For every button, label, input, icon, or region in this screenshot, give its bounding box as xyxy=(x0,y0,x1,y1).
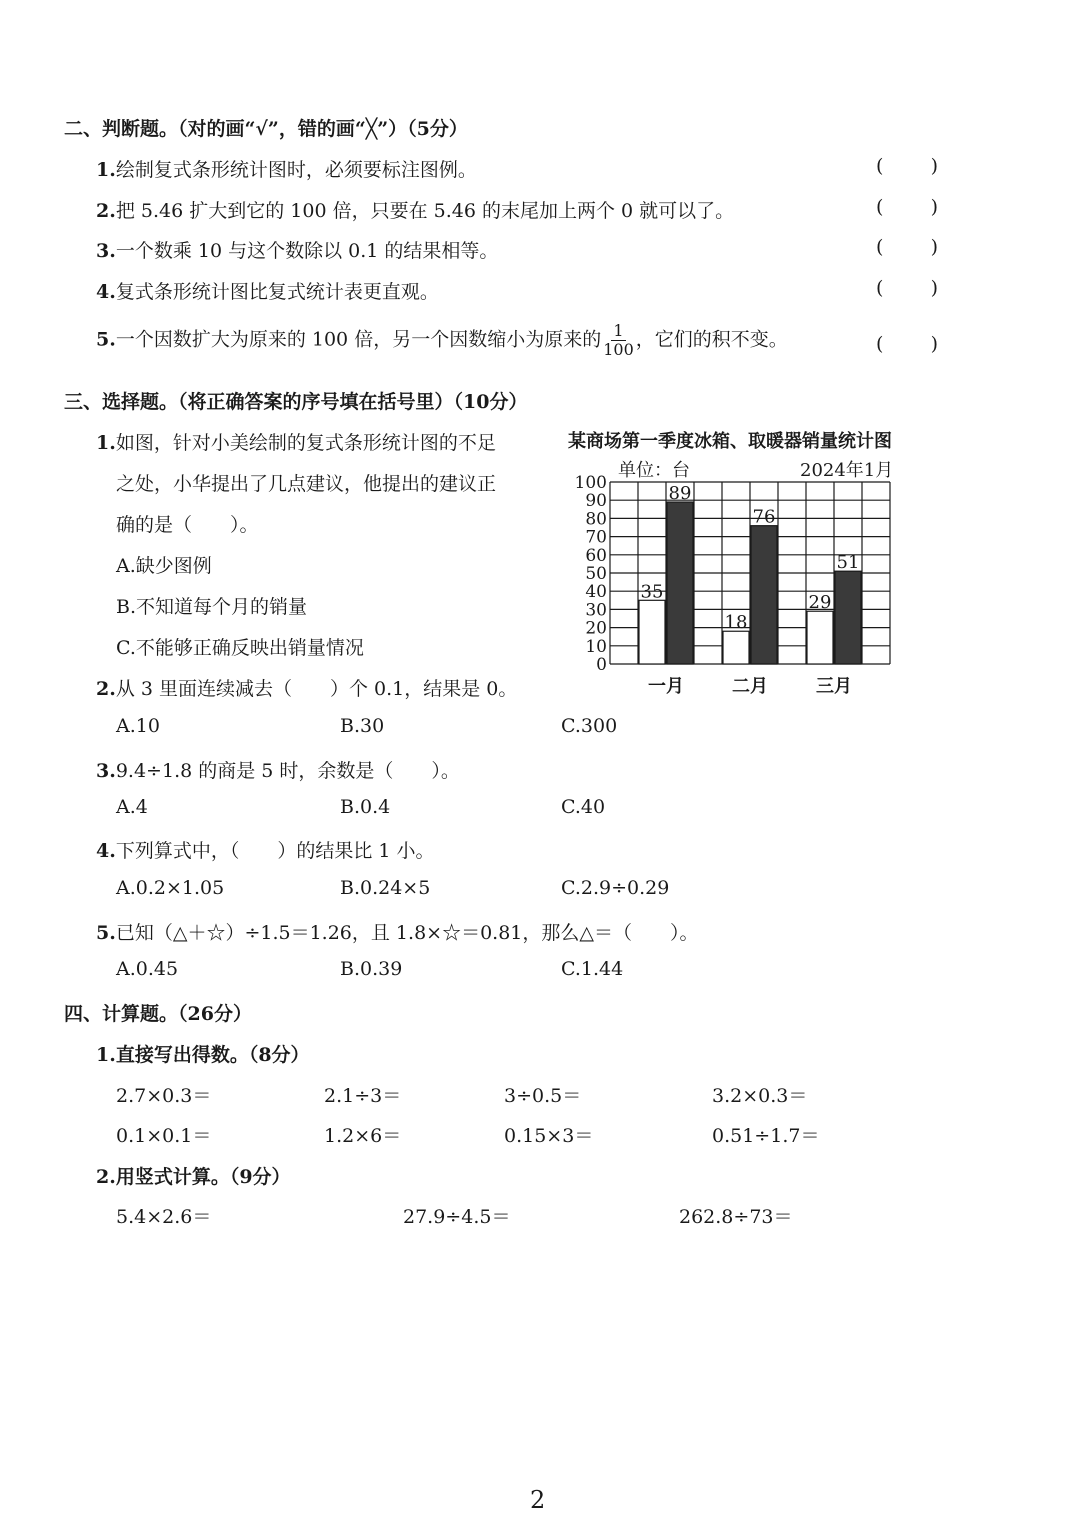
section3-title: 三、选择题。（将正确答案的序号填在括号里）（10分） xyxy=(64,391,528,413)
calc-item: 2.7×0.3＝ xyxy=(116,1085,212,1107)
q4-text: 下列算式中，（ ）的结果比 1 小。 xyxy=(115,840,435,862)
judge-item-3 xyxy=(96,236,498,263)
q1-text-line1: 如图，针对小美绘制的复式条形统计图的不足 xyxy=(115,432,496,454)
chart-unit-label: 单位：台 xyxy=(618,460,690,481)
answer-parens-5[interactable] xyxy=(876,333,938,355)
item-number: 2. xyxy=(96,200,116,222)
q5-option-a[interactable]: A.0.45 xyxy=(116,958,179,980)
judge-item-1 xyxy=(96,155,477,182)
q2-option-b[interactable]: B.30 xyxy=(340,715,385,737)
y-tick-label: 20 xyxy=(585,618,607,639)
item-number: 5. xyxy=(96,328,116,351)
bar-series-dark xyxy=(835,571,861,664)
bar-series-white xyxy=(723,631,749,664)
bar-value-label: 35 xyxy=(640,581,664,603)
bar-value-label: 89 xyxy=(668,483,692,505)
y-tick-label: 50 xyxy=(585,564,607,584)
item-text: 一个数乘 10 与这个数除以 0.1 的结果相等。 xyxy=(115,240,499,262)
calc-item: 1.2×6＝ xyxy=(324,1125,402,1147)
choice-q2 xyxy=(96,674,517,701)
calc-item: 0.15×3＝ xyxy=(504,1125,594,1147)
q2-text: 从 3 里面连续减去（ ）个 0.1，结果是 0。 xyxy=(115,678,518,700)
y-tick-label: 80 xyxy=(585,509,607,530)
paren-close: ) xyxy=(930,333,938,355)
choice-q3 xyxy=(96,756,460,783)
item-number: 2. xyxy=(96,678,116,700)
calc-item: 3÷0.5＝ xyxy=(504,1085,582,1107)
chart-title: 某商场第一季度冰箱、取暖器销量统计图 xyxy=(568,431,892,452)
section4-title: 四、计算题。（26分） xyxy=(64,1003,252,1025)
choice-q4 xyxy=(96,836,435,863)
fraction xyxy=(603,322,634,359)
calc-sub2-title: 2.用竖式计算。（9分） xyxy=(96,1166,291,1188)
calc-sub1-title: 1.直接写出得数。（8分） xyxy=(96,1044,310,1066)
q1-option-b[interactable]: B.不知道每个月的销量 xyxy=(116,596,308,618)
q2-option-c[interactable]: C.300 xyxy=(561,715,618,737)
judge-item-2 xyxy=(96,196,734,223)
q3-option-a[interactable]: A.4 xyxy=(116,796,148,818)
item-number: 1. xyxy=(96,159,116,181)
bar-series-white xyxy=(639,600,665,664)
section2-title: 二、判断题。（对的画“√”，错的画“╳”）（5分） xyxy=(64,118,468,140)
q2-option-a[interactable]: A.10 xyxy=(116,715,160,737)
bar-series-white xyxy=(807,611,833,664)
paren-close: ) xyxy=(930,155,938,177)
vertical-calc-item: 262.8÷73＝ xyxy=(679,1206,793,1228)
y-tick-label: 70 xyxy=(585,527,607,548)
answer-parens-2[interactable] xyxy=(876,196,938,218)
y-tick-label: 0 xyxy=(596,655,607,675)
y-tick-label: 40 xyxy=(585,582,607,603)
x-category-label: 一月 xyxy=(648,676,684,697)
item-number: 5. xyxy=(96,922,116,944)
y-tick-label: 30 xyxy=(585,600,607,621)
bar-chart xyxy=(560,470,910,700)
calc-item: 0.51÷1.7＝ xyxy=(712,1125,820,1147)
vertical-calc-item: 5.4×2.6＝ xyxy=(116,1206,212,1228)
answer-parens-3[interactable] xyxy=(876,236,938,258)
vertical-calc-item: 27.9÷4.5＝ xyxy=(403,1206,511,1228)
choice-q5 xyxy=(96,918,699,945)
paren-close: ) xyxy=(930,236,938,258)
bar-value-label: 18 xyxy=(724,612,748,634)
q4-option-b[interactable]: B.0.24×5 xyxy=(340,877,431,899)
q1-option-a[interactable]: A.缺少图例 xyxy=(116,555,212,577)
calc-item: 3.2×0.3＝ xyxy=(712,1085,808,1107)
paren-open: ( xyxy=(876,155,884,177)
paren-close: ) xyxy=(930,277,938,299)
item-text: 一个因数扩大为原来的 100 倍，另一个因数缩小为原来的 xyxy=(115,328,602,351)
bar-series-dark xyxy=(667,502,693,664)
q5-text: 已知（△＋☆）÷1.5＝1.26，且 1.8×☆＝0.81，那么△＝（ ）。 xyxy=(115,922,699,944)
q4-option-c[interactable]: C.2.9÷0.29 xyxy=(561,877,670,899)
paren-close: ) xyxy=(930,196,938,218)
q5-option-b[interactable]: B.0.39 xyxy=(340,958,403,980)
q3-option-c[interactable]: C.40 xyxy=(561,796,606,818)
q3-option-b[interactable]: B.0.4 xyxy=(340,796,391,818)
fraction-denominator: 100 xyxy=(603,340,634,359)
x-category-label: 二月 xyxy=(732,676,768,697)
bar-value-label: 29 xyxy=(808,592,832,614)
y-tick-label: 100 xyxy=(574,473,607,493)
bar-series-dark xyxy=(751,526,777,664)
q1-text-line2: 之处，小华提出了几点建议，他提出的建议正 xyxy=(116,473,497,495)
paren-open: ( xyxy=(876,333,884,355)
judge-item-4 xyxy=(96,277,439,304)
q5-option-c[interactable]: C.1.44 xyxy=(561,958,624,980)
bar-value-label: 76 xyxy=(752,506,776,528)
chart-date-label: 2024年1月 xyxy=(800,460,894,481)
x-category-label: 三月 xyxy=(816,676,852,697)
y-tick-label: 60 xyxy=(585,545,607,566)
q1-text-line3: 确的是（ ）。 xyxy=(116,514,259,536)
fraction-numerator: 1 xyxy=(613,321,624,340)
choice-q1-line1 xyxy=(96,428,496,455)
paren-open: ( xyxy=(876,277,884,299)
answer-parens-4[interactable] xyxy=(876,277,938,299)
paren-open: ( xyxy=(876,196,884,218)
item-text-after: ，它们的积不变。 xyxy=(635,328,788,351)
paren-open: ( xyxy=(876,236,884,258)
item-number: 3. xyxy=(96,240,116,262)
y-tick-label: 10 xyxy=(585,636,607,657)
bar-value-label: 51 xyxy=(836,552,860,574)
item-number: 3. xyxy=(96,760,116,782)
item-number: 1. xyxy=(96,432,116,454)
item-text: 把 5.46 扩大到它的 100 倍，只要在 5.46 的末尾加上两个 0 就可以了。 xyxy=(115,200,735,222)
answer-parens-1[interactable] xyxy=(876,155,938,177)
calc-item: 2.1÷3＝ xyxy=(324,1085,402,1107)
item-text: 绘制复式条形统计图时，必须要标注图例。 xyxy=(115,159,477,181)
q3-text: 9.4÷1.8 的商是 5 时，余数是（ ）。 xyxy=(115,760,460,782)
y-tick-label: 90 xyxy=(585,491,607,512)
q4-option-a[interactable]: A.0.2×1.05 xyxy=(116,877,225,899)
q1-option-c[interactable]: C.不能够正确反映出销量情况 xyxy=(116,637,364,659)
page-number: 2 xyxy=(530,1486,546,1514)
item-text: 复式条形统计图比复式统计表更直观。 xyxy=(115,281,439,303)
item-number: 4. xyxy=(96,281,116,303)
judge-item-5 xyxy=(96,322,788,359)
item-number: 4. xyxy=(96,840,116,862)
calc-item: 0.1×0.1＝ xyxy=(116,1125,212,1147)
